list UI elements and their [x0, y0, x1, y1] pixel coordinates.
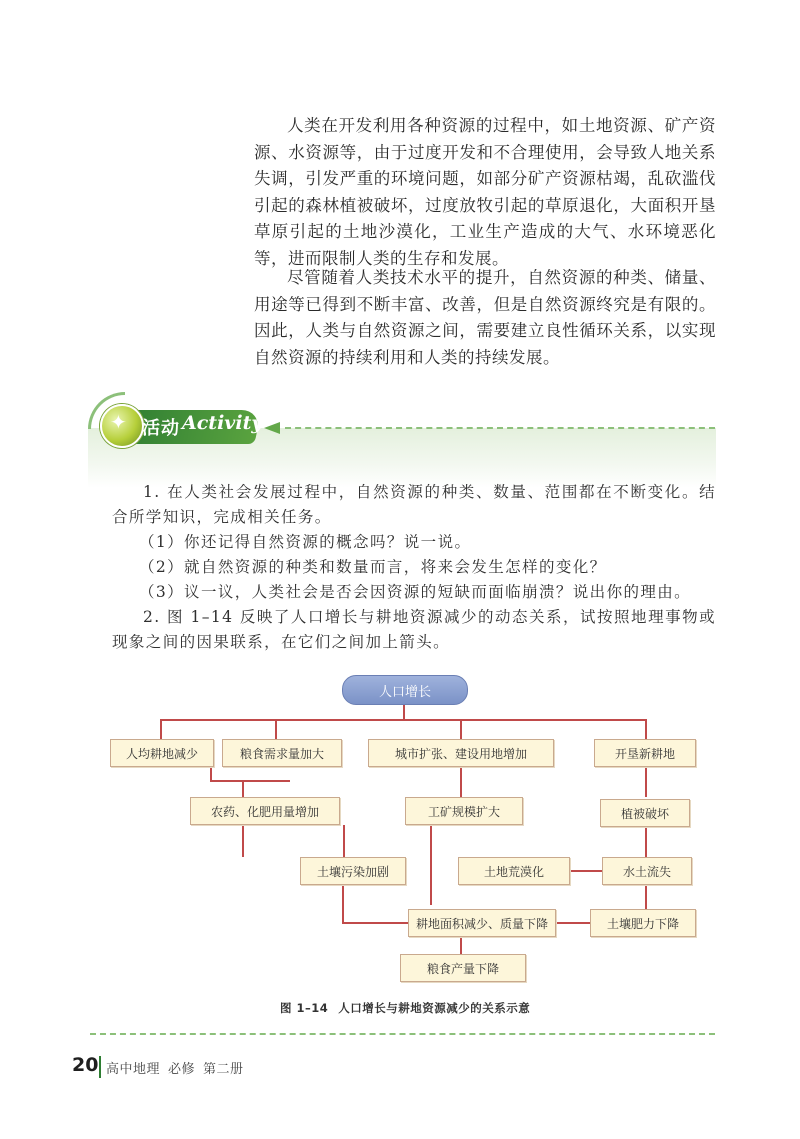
- connector-line: [210, 780, 290, 782]
- connector-line: [342, 885, 344, 923]
- node-soil-pollution: 土壤污染加剧: [300, 857, 406, 885]
- connector-line: [242, 780, 244, 797]
- activity-question-1b: （2）就自然资源的种类和数量而言，将来会发生怎样的变化？: [139, 558, 607, 576]
- footer-separator: [99, 1056, 101, 1078]
- node-pesticide-use: 农药、化肥用量增加: [190, 797, 340, 825]
- connector-line: [568, 870, 603, 872]
- connector-line: [343, 825, 345, 857]
- bottom-divider: [90, 1033, 715, 1035]
- node-per-capita-farmland: 人均耕地减少: [110, 739, 214, 767]
- connector-line: [645, 885, 647, 910]
- connector-line: [275, 719, 277, 739]
- connector-line: [342, 922, 410, 924]
- arrow-left-icon: [264, 422, 280, 434]
- connector-line: [460, 767, 462, 797]
- connector-line: [645, 767, 647, 797]
- node-soil-erosion: 水土流失: [602, 857, 692, 885]
- connector-line: [553, 922, 593, 924]
- connector-line: [242, 825, 244, 857]
- figure-title: 人口增长与耕地资源减少的关系示意: [338, 1001, 531, 1015]
- node-grain-demand: 粮食需求量加大: [222, 739, 342, 767]
- node-grain-output: 粮食产量下降: [400, 954, 526, 982]
- body-paragraph-2: 尽管随着人类技术水平的提升，自然资源的种类、储量、用途等已得到不断丰富、改善，但是自然资源终究是有限的。因此，人类与自然资源之间，需要建立良性循环关系，以实现自然资源的持续利用和人类的持续发展。: [254, 268, 716, 367]
- footer-volume: 第二册: [203, 1062, 244, 1077]
- activity-title-cn: 活动: [142, 418, 180, 439]
- activity-divider: [285, 427, 715, 429]
- node-population-growth: 人口增长: [342, 675, 468, 705]
- connector-line: [160, 719, 162, 739]
- activity-question-1a: （1）你还记得自然资源的概念吗？说一说。: [139, 533, 472, 551]
- connector-line: [645, 827, 647, 857]
- leaf-icon: ✦: [110, 410, 127, 434]
- footer-book: 高中地理: [106, 1062, 161, 1077]
- node-vegetation-damage: 植被破坏: [600, 799, 690, 827]
- connector-line: [210, 767, 212, 781]
- connector-line: [430, 825, 432, 905]
- node-desertification: 土地荒漠化: [458, 857, 570, 885]
- activity-title-en: Activity: [182, 412, 263, 434]
- node-reclaim-land: 开垦新耕地: [594, 739, 696, 767]
- node-industry-scale: 工矿规模扩大: [405, 797, 523, 825]
- figure-caption: [280, 1000, 540, 1016]
- connector-line: [160, 719, 645, 721]
- node-city-expansion: 城市扩张、建设用地增加: [368, 739, 554, 767]
- figure-number: 图 1–14: [280, 1001, 329, 1015]
- connector-line: [460, 937, 462, 954]
- node-soil-fertility: 土壤肥力下降: [590, 909, 696, 937]
- activity-question-1: 1. 在人类社会发展过程中，自然资源的种类、数量、范围都在不断变化。结合所学知识，完成相关任务。: [112, 483, 716, 526]
- body-paragraph-1: 人类在开发利用各种资源的过程中，如土地资源、矿产资源、水资源等，由于过度开发和不合理使用，会导致人地关系失调，引发严重的环境问题，如部分矿产资源枯竭，乱砍滥伐引起的森林植被破坏，过度放牧引起的草原退化，大面积开垦草原引起的土地沙漠化，工业生产造成的大气、水环境恶化等，进而限制人类的生存和发展。: [254, 116, 716, 268]
- relationship-diagram: [100, 672, 710, 992]
- activity-question-1c: （3）议一议，人类社会是否会因资源的短缺而面临崩溃？说出你的理由。: [139, 583, 692, 601]
- footer-type: 必修: [168, 1062, 196, 1077]
- page-number: 20: [72, 1054, 99, 1076]
- connector-line: [403, 703, 405, 720]
- footer-book-info: [106, 1058, 252, 1077]
- activity-question-2: 2. 图 1–14 反映了人口增长与耕地资源减少的动态关系，试按照地理事物或现象之间的因果联系，在它们之间加上箭头。: [112, 608, 716, 651]
- connector-line: [460, 719, 462, 739]
- node-farmland-decline: 耕地面积减少、质量下降: [408, 909, 556, 937]
- connector-line: [645, 719, 647, 739]
